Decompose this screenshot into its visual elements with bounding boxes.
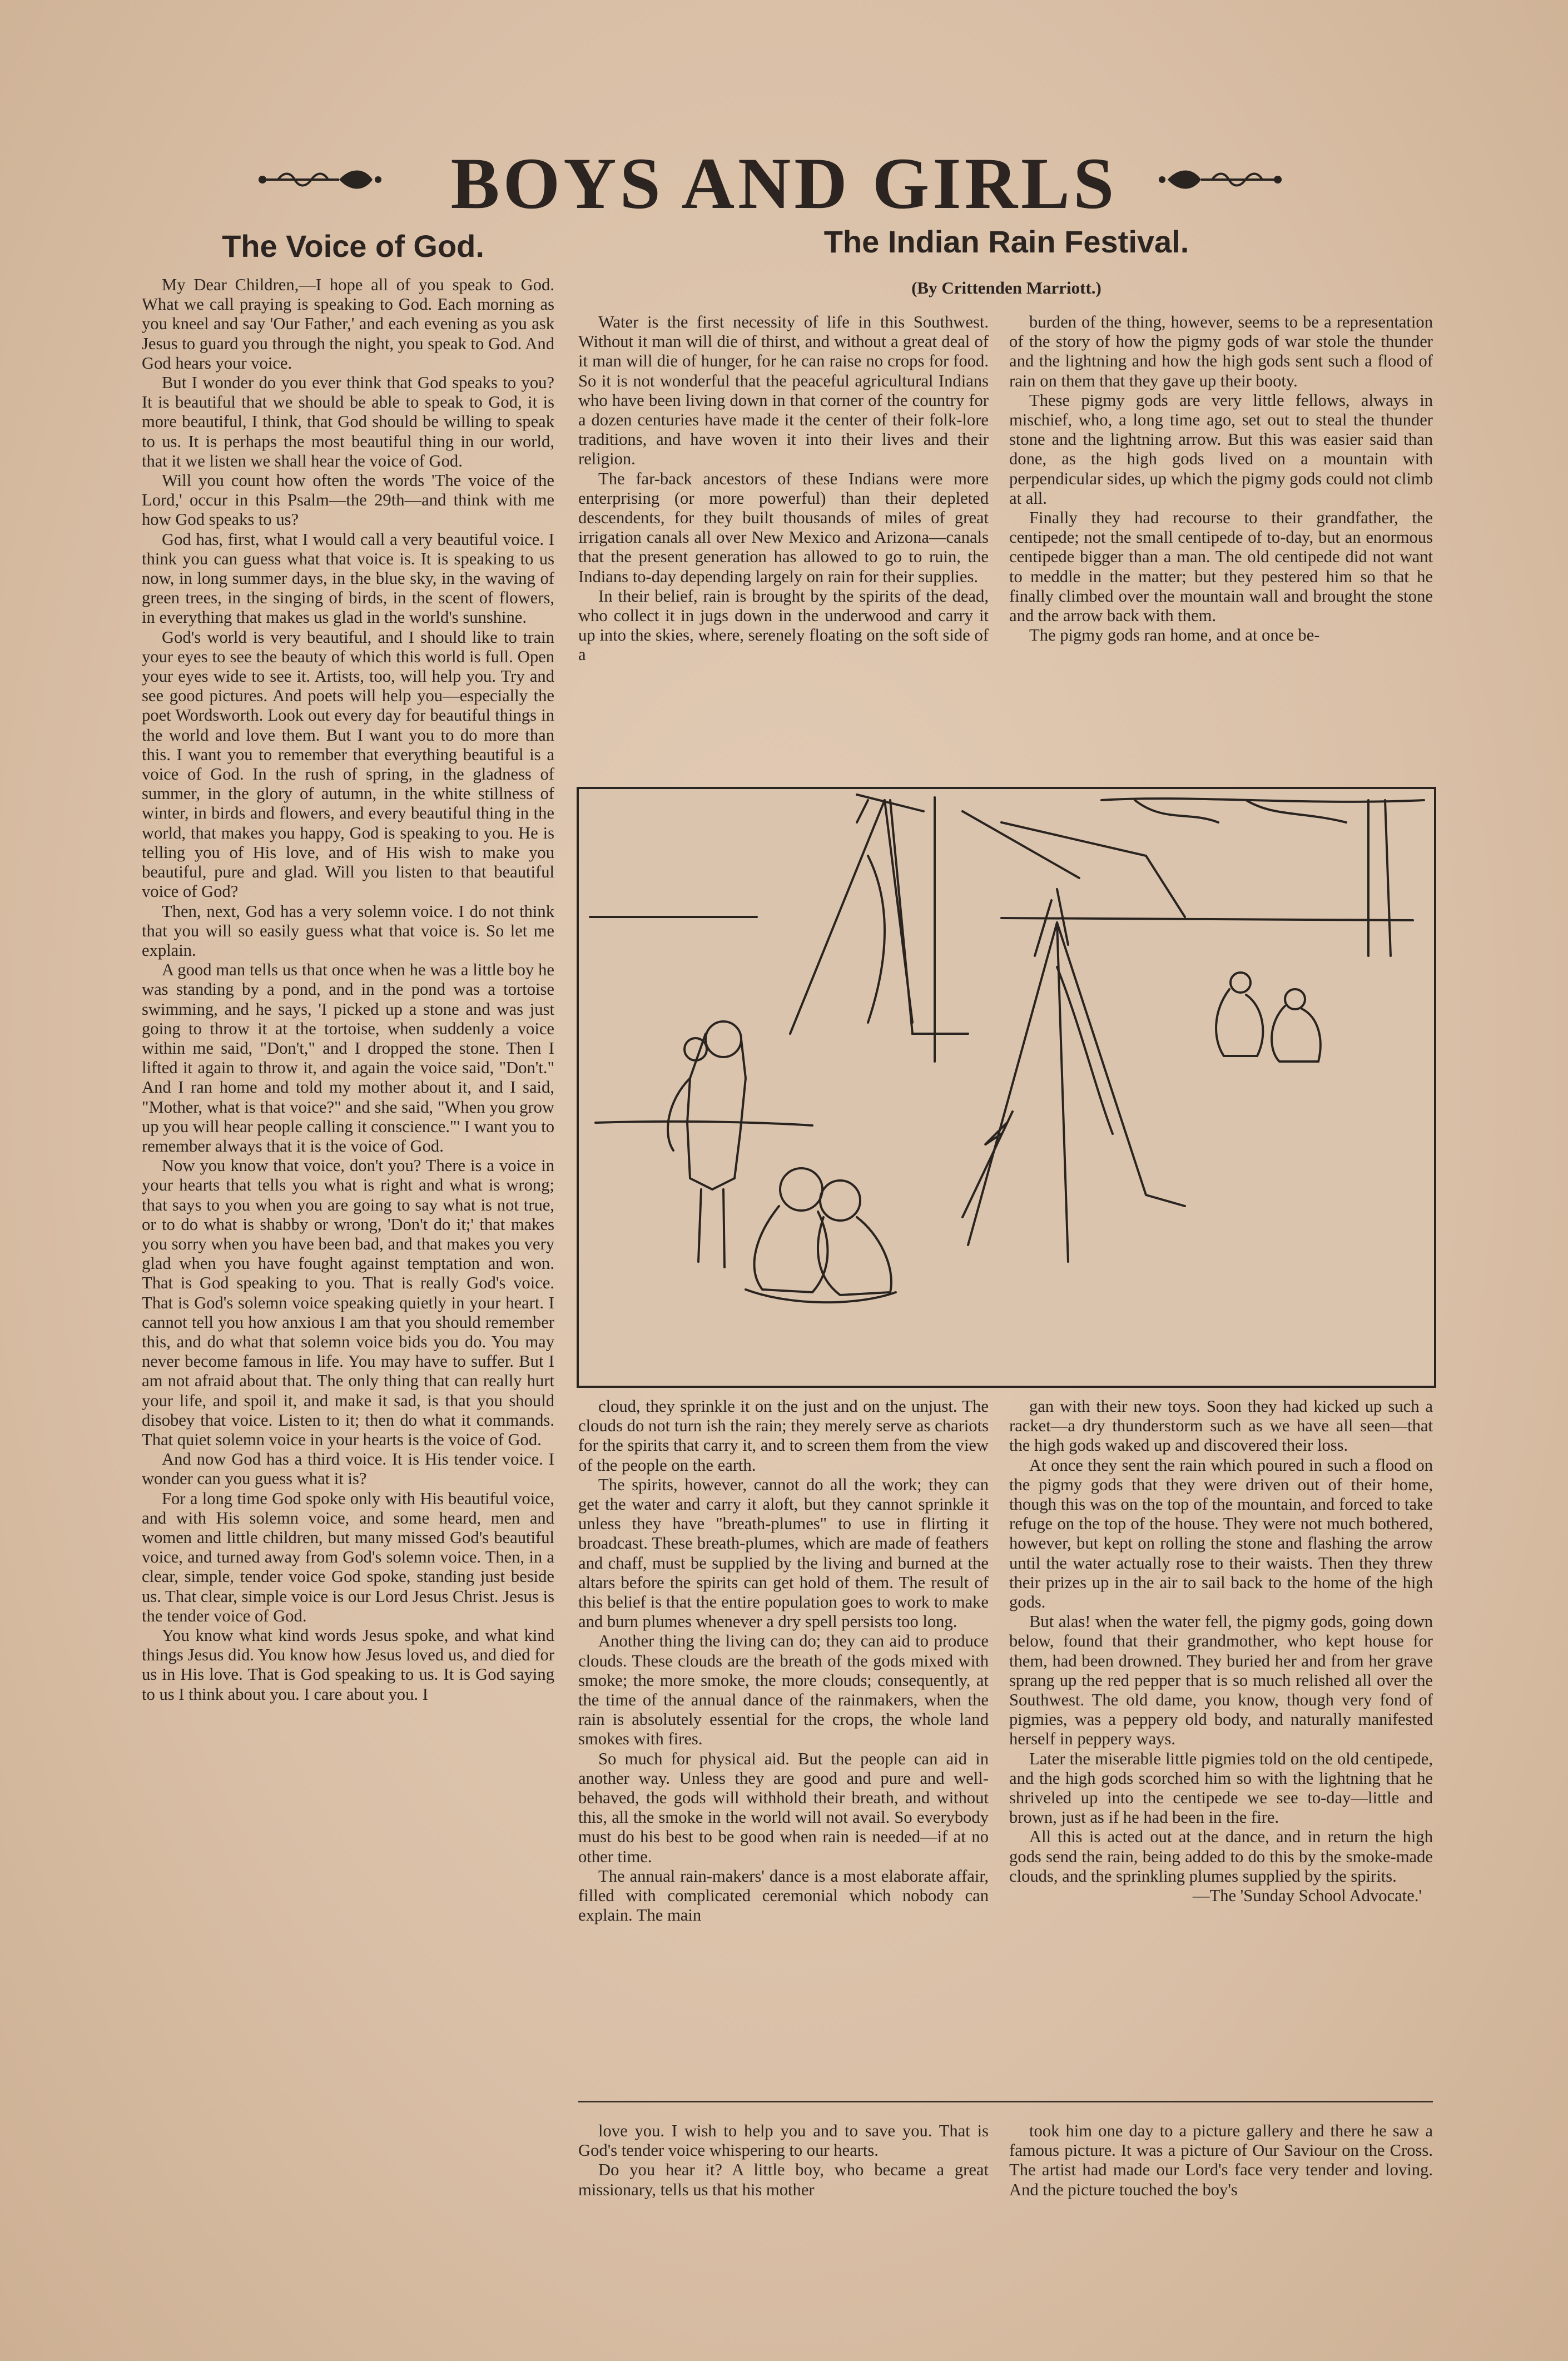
rain-festival-column-4 bbox=[1009, 1397, 1433, 2078]
paragraph: Later the miserable little pigmies told on the old centipede, and the high gods scorched him so with the lightning that he shriveled up into the centipede we see to-day—little and brown, just as if he had been in the fire. bbox=[1009, 1749, 1433, 1827]
page-title: BOYS AND GIRLS bbox=[450, 142, 1118, 224]
left-article-heading: The Voice of God. bbox=[222, 229, 484, 264]
paragraph: cloud, they sprinkle it on the just and on the unjust. The clouds do not turn ish the rain; they merely serve as chariots for the spirits that carry it, and to screen them from the view of the people on the earth. bbox=[578, 1397, 989, 1475]
paragraph: These pigmy gods are very little fellows, always in mischief, who, a long time ago, set out to steal the thunder stone and the lightning arrow. But this was easier said than done, as the high gods lived on a mountain with perpendicular sides, up which the pigmy gods could not climb at all. bbox=[1009, 390, 1433, 508]
paragraph: Then, next, God has a very solemn voice. I do not think that you will so easily guess what that voice is. So let me explain. bbox=[142, 901, 554, 960]
paragraph: God's world is very beautiful, and I should like to train your eyes to see the beauty of which this world is full. Open your eyes wide to see it. Artists, too, will help you. Try and see good pictures. And poets will help you—especially the poet Wordsworth. Look out every day for beautiful things in the world and love them. But I want you to do more than this. I want you to remember that everything beautiful is a voice of God. In the rush of spring, in the gladness of summer, in the glory of autumn, in the white stillness of winter, in birds and flowers, and every beautiful thing in the world, that makes you happy, God is speaking to you. He is telling you of His love, and of His wish to make you beautiful, pure and glad. Will you listen to that beautiful voice of God? bbox=[142, 627, 554, 901]
paragraph: At once they sent the rain which poured in such a flood on the pigmy gods that they were driven out of their home, though this was on the top of the mountain, and forced to take refuge on the top of the house. They were not much bothered, however, but kept on rolling the stone and flashing the arrow until the water actually rose to their waists. Then they threw their prizes up in the air to sail back to the home of the high gods. bbox=[1009, 1455, 1433, 1612]
paragraph: But alas! when the water fell, the pigmy gods, going down below, found that their grandmother, who kept house for them, had been drowned. They buried her and from her grave sprang up the red pepper that is so much relished all over the Southwest. The old dame, you know, though very fond of pigmies, was a peppery old body, and naturally manifested herself in peppery ways. bbox=[1009, 1612, 1433, 1749]
paragraph: Finally they had recourse to their grandfather, the centipede; not the small centipede of to-day, but an enormous centipede bigger than a man. The old centipede did not want to meddle in the matter; but they pestered him so that he finally climbed over the mountain wall and brought the stone and the arrow back with them. bbox=[1009, 508, 1433, 626]
rain-festival-column-1 bbox=[578, 313, 989, 770]
rain-festival-column-3 bbox=[578, 1397, 989, 2078]
paragraph: So much for physical aid. But the people can aid in another way. Unless they are good and pure and well-behaved, the gods will withhold their breath, and without this, all the smoke in the world will not avail. So everybody must do his best to be good when rain is needed—if at no other time. bbox=[578, 1749, 989, 1866]
article-heading: The Indian Rain Festival. bbox=[823, 224, 1189, 259]
paragraph: You know what kind words Jesus spoke, and what kind things Jesus did. You know how Jesus loved us, and died for us in His love. That is God speaking to us. It is God saying to us I think about you. I care about you. I bbox=[142, 1626, 554, 1704]
article-source: —The 'Sunday School Advocate.' bbox=[1192, 1886, 1422, 1906]
paragraph: For a long time God spoke only with His beautiful voice, and with His solemn voice, and some heard, men and women and little children, but many missed God's beautiful voice, and turned away from God's solemn voice. Then, in a clear, simple, tender voice God spoke, standing just beside us. That clear, simple voice is our Lord Jesus Christ. Jesus is the tender voice of God. bbox=[142, 1489, 554, 1625]
article-byline: (By Crittenden Marriott.) bbox=[911, 278, 1101, 297]
paragraph: The spirits, however, cannot do all the work; they can get the water and carry it aloft, but they cannot sprinkle it unless they have "breath-plumes" to use in flirting it broadcast. These breath-plumes, which are made of feathers and chaff, must be supplied by the living and burned at the altars before the spirits can get hold of them. The result of this belief is that the entire population goes to work to make and burn plumes whenever a dry spell persists too long. bbox=[578, 1475, 989, 1631]
left-article-body bbox=[142, 275, 554, 2246]
paragraph: The pigmy gods ran home, and at once be- bbox=[1029, 626, 1320, 645]
right-ornament-icon bbox=[1157, 167, 1284, 192]
paragraph: love you. I wish to help you and to save you. That is God's tender voice whispering to our hearts. bbox=[578, 2121, 989, 2160]
voice-of-god-continuation-2 bbox=[1009, 2121, 1433, 2246]
paragraph: But I wonder do you ever think that God speaks to you? It is beautiful that we should be able to speak to God, it is more beautiful, I think, that God should be willing to speak to us. It is perhaps the most beautiful thing in our world, that it we listen we shall hear the voice of God. bbox=[142, 373, 554, 470]
paragraph: A good man tells us that once when he was a little boy he was standing by a pond, and in the pond was a tortoise swimming, and he says, 'I picked up a stone and was just going to throw it at the tortoise, when suddenly a voice within me said, "Don't," and I dropped the stone. Then I lifted it again to throw it, and again the voice said, "Don't." And I ran home and told my mother about it, and I said, "Mother, what is that voice?" and she said, "When you grow up you will hear people calling it conscience."' I want you to remember always that it is the voice of God. bbox=[142, 960, 554, 1155]
paragraph: And now God has a third voice. It is His tender voice. I wonder can you guess what it is? bbox=[142, 1450, 554, 1489]
paragraph: In their belief, rain is brought by the spirits of the dead, who collect it in jugs down in the underwood and carry it up into the skies, where, serenely floating on the soft side of a bbox=[578, 586, 989, 664]
section-divider bbox=[578, 2101, 1433, 2102]
paragraph: The annual rain-makers' dance is a most elaborate affair, filled with complicated ceremonial which nobody can explain. The main bbox=[578, 1866, 989, 1925]
paragraph: gan with their new toys. Soon they had kicked up such a racket—a dry thunderstorm such as we have all seen—that the high gods waked up and discovered their loss. bbox=[1009, 1397, 1433, 1455]
paragraph: My Dear Children,—I hope all of you speak to God. What we call praying is speaking to God. Each morning as you kneel and say 'Our Father,' and each evening as you ask Jesus to guard you through the night, you speak to God. And God hears your voice. bbox=[142, 275, 554, 373]
paragraph: burden of the thing, however, seems to be a representation of the story of how the pigmy gods of war stole the thunder and the lightning and how the high gods sent such a flood of rain on them that they gave up their booty. bbox=[1009, 313, 1433, 390]
rain-festival-column-2 bbox=[1009, 313, 1433, 770]
paragraph: The far-back ancestors of these Indians were more enterprising (or more powerful) than their depleted descendents, for they built thousands of miles of great irrigation canals all over New Mexico and Arizona—canals that the present generation has allowed to go to ruin, the Indians to-day depending largely on rain for their supplies. bbox=[578, 469, 989, 586]
paragraph: Another thing the living can do; they can aid to produce clouds. These clouds are the breath of the gods mixed with smoke; the more smoke, the more clouds; consequently, at the time of the annual dance of the rainmakers, when the rain is absolutely essential for the crops, the whole land smokes with fires. bbox=[578, 1631, 989, 1749]
voice-of-god-continuation-1 bbox=[578, 2121, 989, 2246]
paragraph: took him one day to a picture gallery and there he saw a famous picture. It was a picture of Our Saviour on the Cross. The artist had made our Lord's face very tender and loving. And the picture touched the boy's bbox=[1009, 2121, 1433, 2199]
paragraph: Will you count how often the words 'The voice of the Lord,' occur in this Psalm—the 29th—and think with me how God speaks to us? bbox=[142, 471, 554, 529]
indian-camp-illustration bbox=[577, 787, 1436, 1388]
paragraph: Water is the first necessity of life in this Southwest. Without it man will die of thirst, and without a great deal of it man will die of hunger, for he can raise no crops for food. So it is not wonderful that the peaceful agricultural Indians who have been living down in that corner of the country for a dozen centuries have made it the center of their folk-lore traditions, and have woven it into their lives and their religion. bbox=[578, 313, 989, 469]
paragraph: God has, first, what I would call a very beautiful voice. I think you can guess what that voice is. It is speaking to us now, in long summer days, in the blue sky, in the waving of green trees, in the singing of birds, in the scent of flowers, in everything that makes us glad in the world's sunshine. bbox=[142, 529, 554, 627]
paragraph: Do you hear it? A little boy, who became a great missionary, tells us that his mother bbox=[578, 2160, 989, 2199]
paragraph: Now you know that voice, don't you? There is a voice in your hearts that tells you what is right and what is wrong; that says to you when you are going to say what is not true, or to do what is shabby or wrong, 'Don't do it;' that makes you sorry when you have been bad, and that makes you very glad when you have fought against temptation and won. That is God speaking to you. That is really God's voice. That is God's solemn voice speaking quietly in your heart. I cannot tell you how anxious I am that you should remember this, and do what that solemn voice bids you do. You may never become famous in life. You may have to suffer. But I am not afraid about that. The only thing that can really hurt your life, and spoil it, and make it sad, is that you should disobey that voice. Listen to it; then do what it commands. That quiet solemn voice in your hearts is the voice of God. bbox=[142, 1156, 554, 1449]
paragraph: All this is acted out at the dance, and in return the high gods send the rain, being added to do this by the smoke-made clouds, and the sprinkling plumes supplied by the spirits. bbox=[1009, 1827, 1433, 1886]
